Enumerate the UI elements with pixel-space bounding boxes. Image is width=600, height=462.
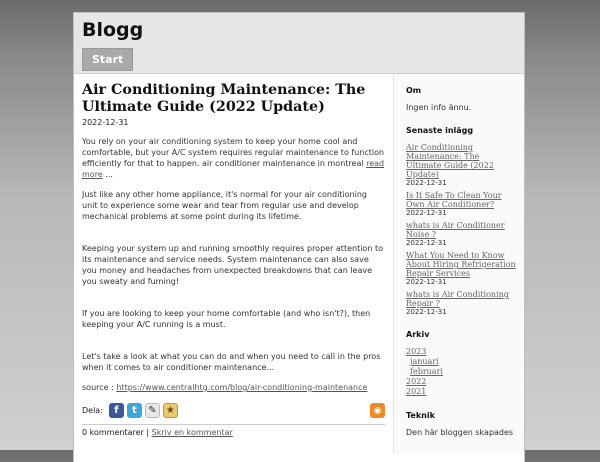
twitter-icon[interactable]: t xyxy=(127,403,142,418)
facebook-icon[interactable]: f xyxy=(109,403,124,418)
sidebar-archive xyxy=(406,330,516,397)
archive-month-link[interactable]: januari xyxy=(410,357,439,366)
recent-post-date: 2022-12-31 xyxy=(406,278,447,286)
post-date: 2022-12-31 xyxy=(82,118,129,127)
nav-start-button[interactable]: Start xyxy=(82,48,133,71)
header xyxy=(74,13,524,74)
sidebar xyxy=(394,74,524,454)
recent-post-date: 2022-12-31 xyxy=(406,239,447,247)
page-wrapper xyxy=(73,12,525,462)
source-label: source : xyxy=(82,383,117,392)
p1-text: You rely on your air conditioning system to keep your home cool and comfortable, but your A/C system requires regular maintenance to function efficiently for that to happen. air conditioner maintenance in montreal xyxy=(82,137,385,168)
sidebar-recent xyxy=(406,126,516,316)
recent-post-date: 2022-12-31 xyxy=(406,308,447,316)
p1-after: ... xyxy=(102,170,113,179)
archive-year-link[interactable]: 2022 xyxy=(406,377,427,386)
write-comment-link[interactable]: Skriv en kommentar xyxy=(151,428,233,437)
about-title: Om xyxy=(406,86,422,95)
post-paragraph-3: Keeping your system up and running smoothly requires proper attention to its maintenance and service needs. System maintenance can also save you money and headaches from unexpected breakdowns that can leave you sweaty and fuming! xyxy=(82,244,383,286)
source-line xyxy=(82,382,385,393)
content xyxy=(74,74,524,454)
share-label: Dela: xyxy=(82,406,103,415)
rss-icon[interactable]: ◉ xyxy=(370,403,385,418)
blog-title[interactable]: Blogg xyxy=(82,19,144,41)
post-paragraph-5: Let's take a look at what you can do and when you need to call in the pros when it comes to air conditioner maintenance... xyxy=(82,352,381,372)
comments-sep: | xyxy=(143,428,152,437)
recent-title: Senaste inlägg xyxy=(406,126,474,135)
archive-year-link[interactable]: 2021 xyxy=(406,387,427,396)
post-paragraph-4: If you are looking to keep your home comfortable (and who isn't?), then keeping your A/C running is a must. xyxy=(82,309,371,329)
post-paragraph-1 xyxy=(82,136,385,180)
source-link[interactable]: https://www.centralhtg.com/blog/air-conditioning-maintenance xyxy=(116,383,368,392)
sidebar-about xyxy=(406,86,516,112)
recent-post-link[interactable]: Is It Safe To Clean Your Own Air Conditioner? xyxy=(406,191,502,209)
recent-post-date: 2022-12-31 xyxy=(406,179,447,187)
recent-post-link[interactable]: What You Need to Know About Hiring Refrigeration Repair Services xyxy=(406,251,516,278)
about-text: Ingen info ännu. xyxy=(406,103,472,112)
read-more-link[interactable]: read more xyxy=(82,159,385,179)
archive-title: Arkiv xyxy=(406,330,430,339)
post-title[interactable]: Air Conditioning Maintenance: The Ultimate Guide (2022 Update) xyxy=(82,82,366,115)
tech-text: Den här bloggen skapades xyxy=(406,428,514,437)
comments-line xyxy=(82,428,385,437)
main-column xyxy=(74,74,394,454)
sidebar-tech xyxy=(406,411,516,437)
recent-post-link[interactable]: Air Conditioning Maintenance: The Ultimate Guide (2022 Update) xyxy=(406,143,494,179)
recent-post-link[interactable]: whats is Air Conditioning Repair ? xyxy=(406,290,509,308)
comments-count-link[interactable]: 0 kommentarer xyxy=(82,428,144,437)
tech-title: Teknik xyxy=(406,411,435,420)
archive-month-link[interactable]: februari xyxy=(410,367,443,376)
favorite-icon[interactable]: ★ xyxy=(163,403,178,418)
share-row xyxy=(82,403,385,418)
recent-post-date: 2022-12-31 xyxy=(406,209,447,217)
post-paragraph-2: Just like any other home appliance, it's normal for your air conditioning unit to experience some wear and tear from regular use and develop mechanical problems at some point during its lifetime. xyxy=(82,190,367,221)
recent-post-link[interactable]: whats is Air Conditioner Noise ? xyxy=(406,221,505,239)
post-divider xyxy=(82,424,385,425)
archive-year-link[interactable]: 2023 xyxy=(406,347,427,356)
delicious-icon[interactable]: ✎ xyxy=(145,403,160,418)
